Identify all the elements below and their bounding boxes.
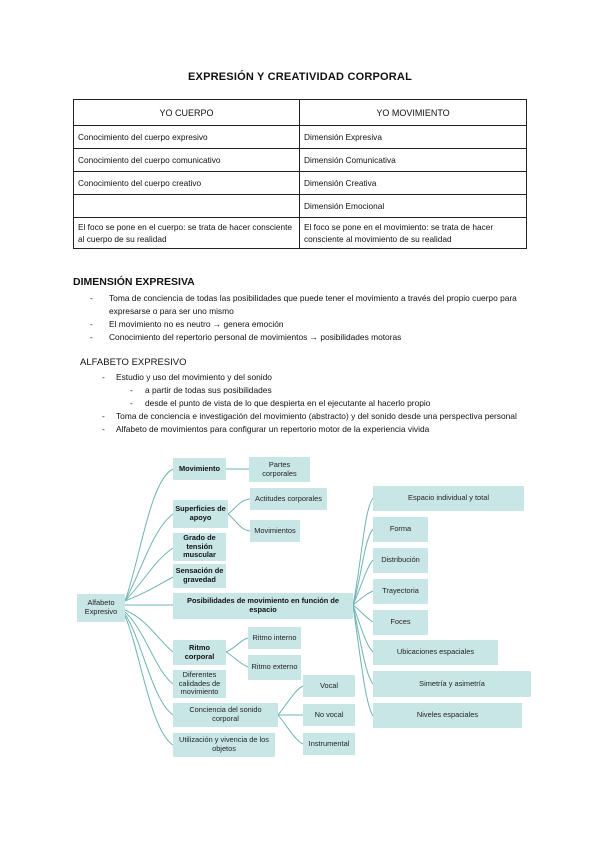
connector-line (278, 715, 303, 744)
dash-bullet: - (90, 318, 93, 329)
dash-bullet: - (102, 424, 105, 434)
list-item-text: a partir de todas sus posibilidades (145, 385, 272, 395)
mindmap-leaf-node: Ubicaciones espaciales (373, 640, 498, 665)
dash-bullet: - (90, 331, 93, 342)
mindmap-leaf-node: Foces (373, 610, 428, 635)
connector-line (226, 638, 248, 652)
mindmap-root-node: Alfabeto Expresivo (77, 594, 125, 622)
section-heading: DIMENSIÓN EXPRESIVA (73, 276, 195, 288)
connector-line (125, 548, 173, 601)
table-cell: Dimensión Emocional (300, 195, 527, 218)
connector-line (125, 514, 173, 601)
connector-line (228, 514, 250, 531)
page-title: EXPRESIÓN Y CREATIVIDAD CORPORAL (188, 71, 412, 83)
mindmap-leaf-node: Vocal (303, 675, 355, 697)
list-item-text: El movimiento no es neutro → genera emoción (109, 318, 284, 329)
table-cell: Conocimiento del cuerpo comunicativo (74, 149, 300, 172)
table-cell: Dimensión Expresiva (300, 126, 527, 149)
table-header-cell: YO CUERPO (74, 100, 300, 126)
mindmap-node: Diferentes calidades de movimiento (173, 670, 226, 698)
connector-line (125, 610, 173, 652)
connector-line (125, 616, 173, 745)
mindmap-leaf-node: Forma (373, 517, 428, 542)
table-cell: El foco se pone en el movimiento: se trata de hacer consciente al movimiento de su realidad (300, 218, 527, 249)
list-item-text: Toma de conciencia de todas las posibilidades que puede tener el movimiento a través del propio cuerpo para expresarse o para ser uno mismo (109, 293, 517, 316)
mindmap-leaf-node: Partes corporales (249, 457, 310, 482)
table-cell: Conocimiento del cuerpo creativo (74, 172, 300, 195)
mindmap-node: Grado de tensión muscular (173, 533, 226, 561)
mindmap-node: Utilización y vivencia de los objetos (173, 733, 275, 757)
mindmap-leaf-node: Ritmo externo (248, 655, 301, 680)
subsection-heading: ALFABETO EXPRESIVO (80, 357, 187, 368)
connector-line (353, 605, 373, 684)
mindmap-node: Superficies de apoyo (173, 500, 228, 528)
connector-line (278, 686, 303, 715)
mindmap-leaf-node: Distribución (373, 548, 428, 573)
connector-line (353, 498, 373, 605)
mindmap-node: Sensación de gravedad (173, 564, 226, 588)
connector-line (125, 614, 173, 715)
mindmap-leaf-node: Niveles espaciales (373, 703, 522, 728)
mindmap-leaf-node: Actitudes corporales (250, 488, 327, 510)
table-cell: Dimensión Comunicativa (300, 149, 527, 172)
list-item-text: Toma de conciencia e investigación del movimiento (abstracto) y del sonido desde una perspectiva personal (116, 411, 517, 421)
table-cell: Dimensión Creativa (300, 172, 527, 195)
table-header-cell: YO MOVIMIENTO (300, 100, 527, 126)
mindmap-leaf-node: Instrumental (303, 733, 355, 755)
dash-bullet: - (90, 293, 93, 303)
list-item-text: desde el punto de vista de lo que despierta en el ejecutante al hacerlo propio (145, 398, 431, 408)
mindmap-node: Conciencia del sonido corporal (173, 703, 278, 727)
connector-line (125, 577, 173, 601)
dash-bullet: - (130, 385, 133, 395)
dash-bullet: - (102, 372, 105, 382)
list-item-text: Estudio y uso del movimiento y del sonido (116, 372, 272, 382)
mindmap-node: Ritmo corporal (173, 640, 226, 665)
mindmap-node: Posibilidades de movimiento en función de espacio (173, 593, 353, 619)
mindmap-leaf-node: No vocal (303, 704, 355, 726)
mindmap-leaf-node: Ritmo interno (248, 627, 301, 649)
connector-line (353, 560, 373, 605)
connector-line (226, 652, 248, 667)
list-item-text: Alfabeto de movimientos para configurar un repertorio motor de la experiencia vivida (116, 424, 430, 434)
dash-bullet: - (102, 411, 105, 421)
mindmap-leaf-node: Simetría y asimetría (373, 671, 531, 697)
mindmap-leaf-node: Movimientos (250, 520, 300, 542)
dash-bullet: - (130, 398, 133, 408)
mindmap-leaf-node: Espacio individual y total (373, 486, 524, 511)
list-item-text: Conocimiento del repertorio personal de movimientos → posibilidades motoras (109, 331, 402, 342)
table-cell: Conocimiento del cuerpo expresivo (74, 126, 300, 149)
connector-line (228, 499, 250, 514)
mindmap-leaf-node: Trayectoria (373, 579, 428, 604)
mindmap-node: Movimiento (173, 458, 226, 480)
table-cell: El foco se pone en el cuerpo: se trata de hacer consciente al cuerpo de su realidad (74, 218, 300, 249)
